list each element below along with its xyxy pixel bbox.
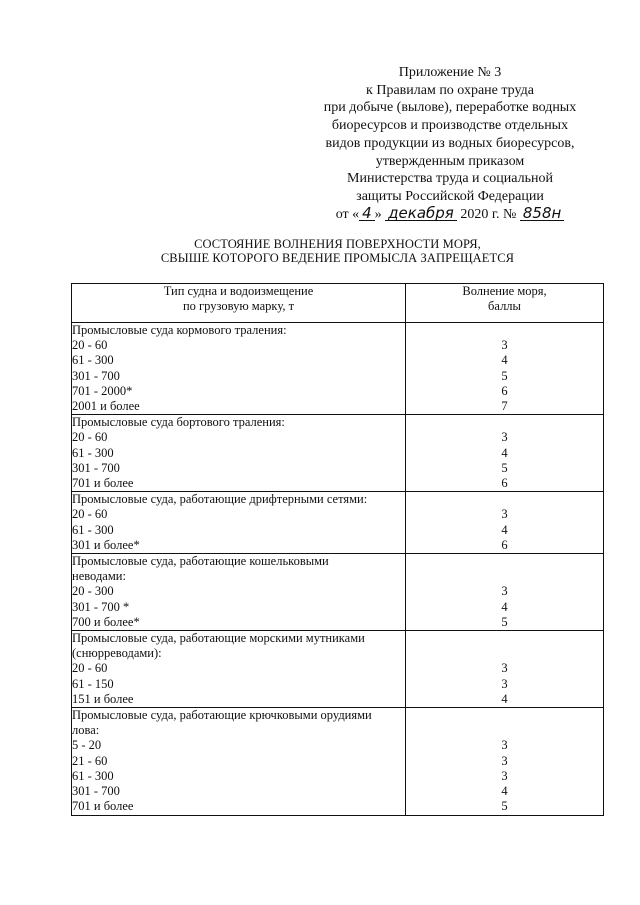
title-line-1: СОСТОЯНИЕ ВОЛНЕНИЯ ПОВЕРХНОСТИ МОРЯ, [194, 237, 481, 251]
sea-state-value: 5 [501, 799, 508, 814]
sea-state-value: 3 [501, 430, 508, 445]
vessel-group-cell [72, 554, 406, 631]
heading-line: к Правилам по охране труда [366, 82, 534, 98]
sea-state-value: 3 [501, 661, 508, 676]
sea-state-value: 5 [501, 460, 508, 475]
table-header-row [72, 284, 604, 323]
spacer [406, 646, 603, 661]
sea-state-value: 3 [501, 338, 508, 353]
heading-line: Приложение № 3 [398, 65, 502, 80]
appendix-heading [300, 64, 600, 223]
heading-line: Министерства труда и социальной [347, 171, 553, 187]
sea-state-value: 3 [501, 753, 508, 768]
group-title: Промысловые суда бортового траления: [72, 415, 285, 430]
sea-state-value: 4 [501, 784, 508, 799]
heading-line: защиты Российской Федерации [356, 188, 544, 204]
heading-line: утвержденным приказом [375, 153, 525, 169]
sea-state-cell [406, 554, 604, 631]
date-year: 2020 г. № [460, 206, 517, 222]
table-row [72, 708, 604, 815]
sea-state-value: 7 [501, 399, 508, 413]
tonnage-range: 61 - 300 [72, 522, 114, 537]
sea-state-table [71, 283, 604, 816]
tonnage-range: 701 и более [72, 476, 134, 491]
tonnage-range: 2001 и более [72, 399, 140, 414]
handwritten-day: 4 [359, 206, 375, 221]
heading-line: биоресурсов и производстве отдельных [331, 118, 569, 134]
group-title: Промысловые суда, работающие дрифтерными сетями: [72, 492, 368, 507]
tonnage-range: 61 - 300 [72, 445, 114, 460]
heading-line: при добыче (вылове), переработке водных [323, 100, 577, 116]
sea-state-cell [406, 708, 604, 815]
sea-state-value: 6 [501, 383, 508, 398]
sea-state-value: 4 [501, 353, 508, 368]
group-title: неводами: [72, 569, 126, 584]
tonnage-range: 20 - 60 [72, 661, 108, 676]
group-title: (снюрреводами): [72, 646, 162, 661]
header-sea-state [406, 284, 604, 323]
order-date-line [300, 203, 600, 224]
header-text: Волнение моря, [462, 284, 547, 298]
handwritten-month: декабря [385, 206, 457, 221]
sea-state-value: 4 [501, 599, 508, 614]
sea-state-value: 3 [501, 507, 508, 522]
handwritten-order-number: 858н [520, 206, 564, 221]
vessel-group-cell [72, 415, 406, 492]
tonnage-range: 701 и более [72, 799, 134, 814]
sea-state-cell [406, 323, 604, 415]
tonnage-range: 20 - 60 [72, 430, 108, 445]
sea-state-value: 6 [501, 476, 508, 491]
tonnage-range: 301 и более* [72, 537, 140, 552]
spacer [406, 723, 603, 738]
sea-state-value: 4 [501, 522, 508, 537]
header-vessel-type [72, 284, 406, 323]
table-row [72, 323, 604, 415]
date-sep: » [374, 206, 382, 222]
tonnage-range: 61 - 150 [72, 676, 114, 691]
spacer [406, 708, 603, 723]
tonnage-range: 701 - 2000* [72, 383, 133, 398]
tonnage-range: 301 - 700 [72, 784, 120, 799]
sea-state-value: 5 [501, 368, 508, 383]
sea-state-value: 3 [501, 768, 508, 783]
heading-line: видов продукции из водных биоресурсов, [325, 135, 575, 151]
vessel-group-cell [72, 708, 406, 815]
tonnage-range: 301 - 700 [72, 368, 120, 383]
tonnage-range: 21 - 60 [72, 753, 108, 768]
tonnage-range: 61 - 300 [72, 768, 114, 783]
header-text: баллы [488, 299, 521, 314]
group-title: Промысловые суда, работающие крючковыми орудиями [72, 708, 372, 723]
vessel-group-cell [72, 631, 406, 708]
tonnage-range: 20 - 60 [72, 338, 108, 353]
tonnage-range: 301 - 700 * [72, 599, 130, 614]
spacer [406, 323, 603, 338]
table-row [72, 554, 604, 631]
sea-state-value: 4 [501, 445, 508, 460]
tonnage-range: 61 - 300 [72, 353, 114, 368]
tonnage-range: 700 и более* [72, 614, 140, 629]
spacer [406, 569, 603, 584]
spacer [406, 631, 603, 646]
sea-state-cell [406, 631, 604, 708]
header-text: Тип судна и водоизмещение [163, 284, 314, 298]
group-title: Промысловые суда, работающие кошельковыми [72, 554, 329, 569]
spacer [406, 492, 603, 507]
sea-state-cell [406, 492, 604, 554]
tonnage-range: 301 - 700 [72, 460, 120, 475]
tonnage-range: 20 - 60 [72, 507, 108, 522]
spacer [406, 415, 603, 430]
table-row [72, 492, 604, 554]
table-row [72, 631, 604, 708]
vessel-group-cell [72, 492, 406, 554]
table-row [72, 415, 604, 492]
tonnage-range: 20 - 300 [72, 584, 114, 599]
group-title: Промысловые суда кормового траления: [72, 323, 287, 337]
tonnage-range: 151 и более [72, 691, 134, 706]
sea-state-value: 3 [501, 584, 508, 599]
group-title: лова: [72, 723, 100, 738]
sea-state-value: 6 [501, 537, 508, 552]
title-line-2: СВЫШЕ КОТОРОГО ВЕДЕНИЕ ПРОМЫСЛА ЗАПРЕЩАЕТСЯ [160, 250, 515, 265]
group-title: Промысловые суда, работающие морскими мутниками [72, 631, 365, 646]
date-prefix: от « [335, 206, 360, 222]
sea-state-value: 3 [501, 738, 508, 753]
sea-state-value: 4 [501, 691, 508, 706]
vessel-group-cell [72, 323, 406, 415]
document-title [70, 238, 605, 265]
sea-state-cell [406, 415, 604, 492]
tonnage-range: 5 - 20 [72, 738, 102, 753]
spacer [406, 554, 603, 569]
header-text: по грузовую марку, т [182, 299, 295, 314]
sea-state-value: 3 [501, 676, 508, 691]
sea-state-value: 5 [501, 614, 508, 629]
